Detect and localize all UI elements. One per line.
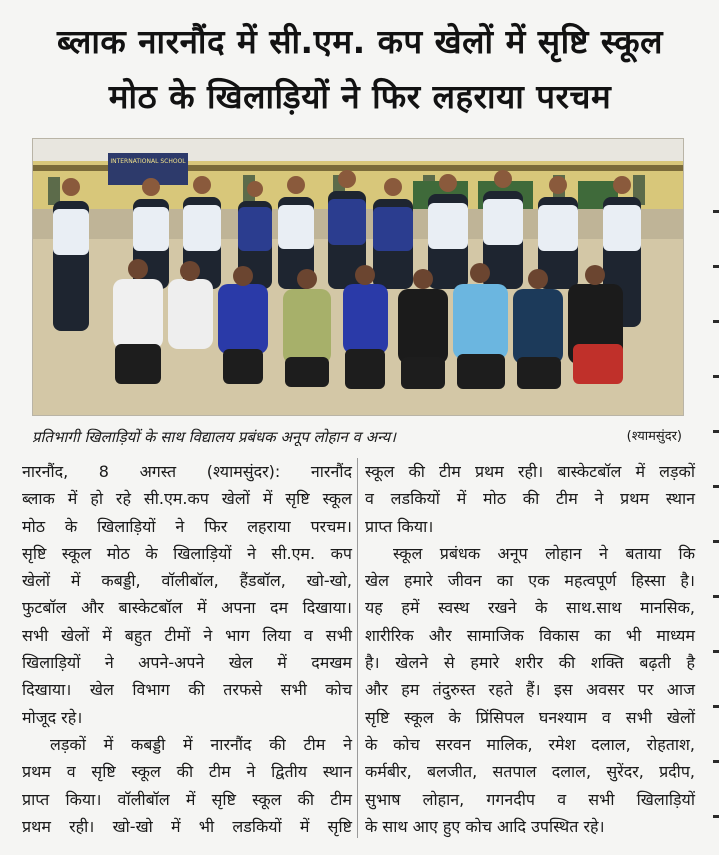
article-line: ब्लाक में हो रहे सी.एम.कप खेलों में सृष्टि स्कूल <box>22 489 352 509</box>
headline-line-1: ब्लाक नारनौंद में सी.एम. कप खेलों में सृष्टि स्कूल <box>57 22 663 61</box>
article-line: सभी खेलों में बहुत टीमों ने भाग लिया व सभी <box>22 625 352 645</box>
group-photo <box>32 138 684 416</box>
article-line: नारनौंद, 8 अगस्त (श्यामसुंदर): नारनौंद <box>22 462 352 481</box>
article-column-right <box>365 458 695 840</box>
photo-caption <box>32 424 682 450</box>
article-line: दिखाया। खेल विभाग की तरफसे सभी कोच <box>22 680 352 700</box>
article-line: खेलों में कबड्डी, वॉलीबॉल, हैंडबॉल, खो-खो, <box>22 571 352 591</box>
article-line: प्रथम व सृष्टि स्कूल की टीम ने द्वितीय स्थान <box>22 762 352 782</box>
school-banner-text: INTERNATIONAL SCHOOL <box>110 158 186 165</box>
article-line: लड़कों में कबड्डी में नारनौंद की टीम ने <box>50 734 352 754</box>
article-line: खिलाड़ियों ने अपने-अपने खेल में दमखम <box>22 653 352 673</box>
article-line: फुटबॉल और बास्केटबॉल में अपना दम दिखाया। <box>22 598 352 618</box>
article-line: सुभाष लोहान, गगनदीप व सभी खिलाड़ियों <box>365 789 695 809</box>
article-line: प्राप्त किया। <box>365 516 434 536</box>
article-line: यह हमें स्वस्थ रखने के साथ.साथ मानसिक, <box>365 598 695 618</box>
column-divider <box>357 458 358 838</box>
article-line: है। खेलने से हमारे शरीर की शक्ति बढ़ती है <box>365 653 695 673</box>
article-line: और हम तंदुरुस्त रहते हैं। इस अवसर पर आज <box>365 680 695 700</box>
article-line: स्कूल की टीम प्रथम रही। बास्केटबॉल में लड़कों <box>365 462 695 481</box>
article-line: प्रथम रही। खो-खो में भी लडकियों में सृष्टि <box>22 816 352 836</box>
article-line: शारीरिक और सामाजिक विकास का भी माध्यम <box>365 625 695 645</box>
article-line: मोजूद रहे। <box>22 707 83 727</box>
adjacent-column-edge <box>713 180 719 820</box>
article-line: के कोच सरवन मालिक, रमेश दलाल, रोहताश, <box>365 734 695 754</box>
caption-credit: (श्यामसुंदर) <box>626 429 682 444</box>
article-line: कर्मबीर, बलजीत, सतपाल दलाल, सुरेंदर, प्रदीप, <box>365 762 695 782</box>
caption-text: प्रतिभागी खिलाड़ियों के साथ विद्यालय प्रबंधक अनूप लोहान व अन्य। <box>32 428 396 446</box>
article-line: सृष्टि स्कूल मोठ के खिलाड़ियों ने सी.एम. कप <box>22 543 352 563</box>
article-line: व लडकियों में मोठ की टीम ने प्रथम स्थान <box>365 489 695 509</box>
article-line: खेल हमारे जीवन का एक महत्वपूर्ण हिस्सा है। <box>365 571 695 591</box>
headline-line-2: मोठ के खिलाड़ियों ने फिर लहराया परचम <box>108 77 612 116</box>
article-line: स्कूल प्रबंधक अनूप लोहान ने बताया कि <box>393 543 695 563</box>
article-line: के साथ आए हुए कोच आदि उपस्थित रहे। <box>365 816 605 836</box>
headline <box>20 14 700 124</box>
article-line: प्राप्त किया। वॉलीबॉल में सृष्टि स्कूल की टीम <box>22 789 352 809</box>
group-photo-illustration <box>33 139 683 415</box>
article-line: सृष्टि स्कूल के प्रिंसिपल घनश्याम व सभी खेलों <box>365 707 695 727</box>
article-line: मोठ के खिलाड़ियों ने फिर लहराया परचम। <box>22 516 352 536</box>
article-column-left <box>22 458 352 840</box>
